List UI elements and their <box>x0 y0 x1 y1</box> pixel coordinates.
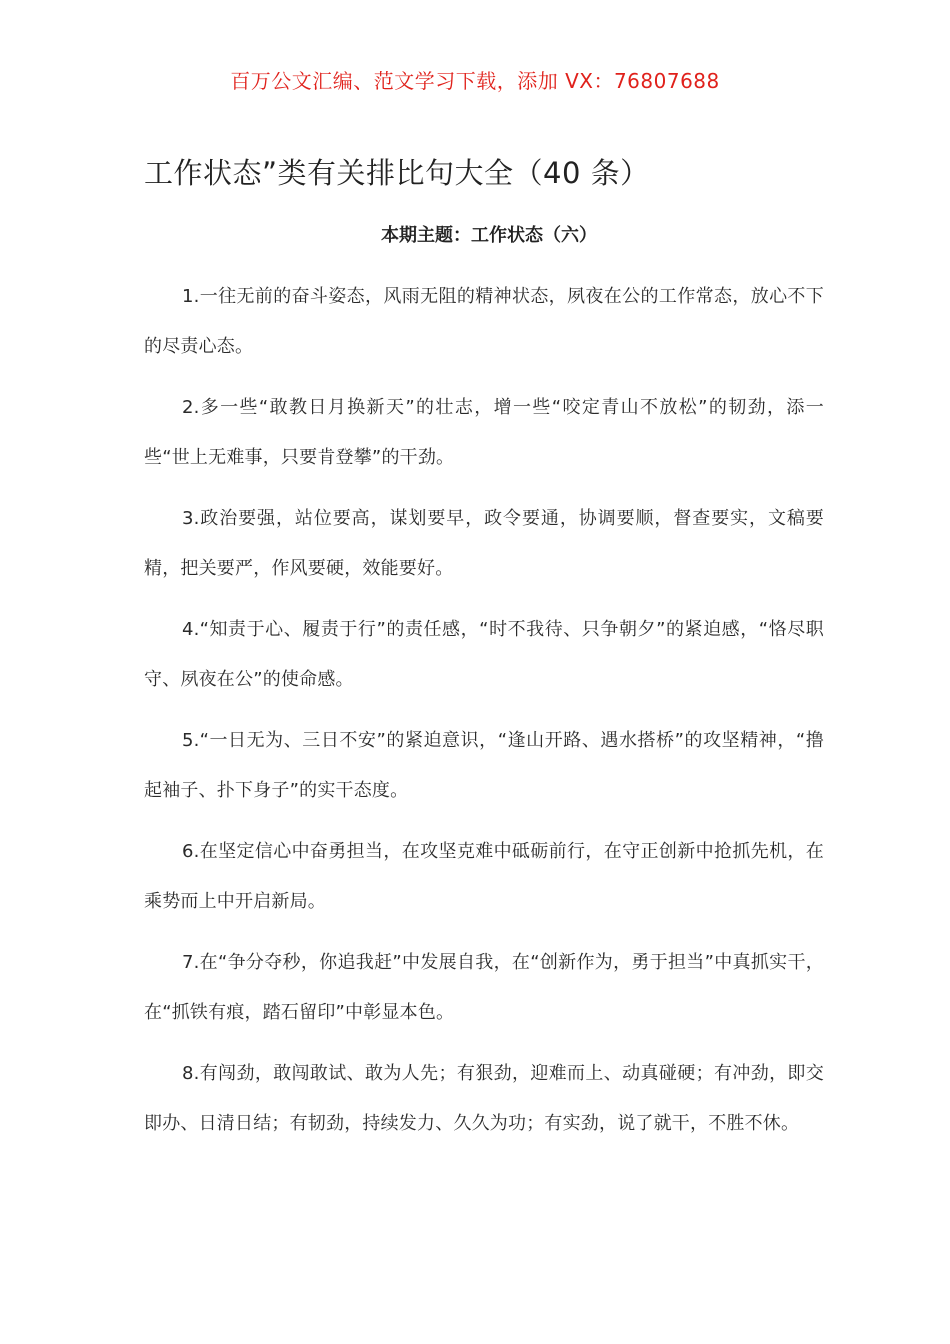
subtitle: 本期主题：工作状态（六） <box>381 225 597 246</box>
paragraph-3: 3.政治要强，站位要高，谋划要早，政令要通，协调要顺，督查要实，文稿要精，把关要严，作风要硬，效能要好。 <box>144 508 824 579</box>
paragraph-8: 8.有闯劲，敢闯敢试、敢为人先；有狠劲，迎难而上、动真碰硬；有冲劲，即交即办、日清日结；有韧劲，持续发力、久久为功；有实劲，说了就干，不胜不休。 <box>144 1063 824 1134</box>
page-title: 工作状态”类有关排比句大全（40 条） <box>144 156 650 190</box>
promo-banner: 百万公文汇编、范文学习下载，添加 VX：76807688 <box>230 69 720 93</box>
paragraph-5: 5.“一日无为、三日不安”的紧迫意识，“逢山开路、遇水搭桥”的攻坚精神，“撸起袖子、扑下身子”的实干态度。 <box>144 730 824 801</box>
paragraph-4: 4.“知责于心、履责于行”的责任感，“时不我待、只争朝夕”的紧迫感，“恪尽职守、夙夜在公”的使命感。 <box>144 619 824 690</box>
paragraph-2: 2.多一些“敢教日月换新天”的壮志，增一些“咬定青山不放松”的韧劲，添一些“世上无难事，只要肯登攀”的干劲。 <box>144 397 824 468</box>
paragraph-7: 7.在“争分夺秒，你追我赶”中发展自我，在“创新作为，勇于担当”中真抓实干，在“抓铁有痕，踏石留印”中彰显本色。 <box>144 952 824 1023</box>
paragraph-1: 1.一往无前的奋斗姿态，风雨无阻的精神状态，夙夜在公的工作常态，放心不下的尽责心态。 <box>144 286 824 357</box>
document-body <box>144 272 824 1160</box>
paragraph-6: 6.在坚定信心中奋勇担当，在攻坚克难中砥砺前行，在守正创新中抢抓先机，在乘势而上中开启新局。 <box>144 841 824 912</box>
